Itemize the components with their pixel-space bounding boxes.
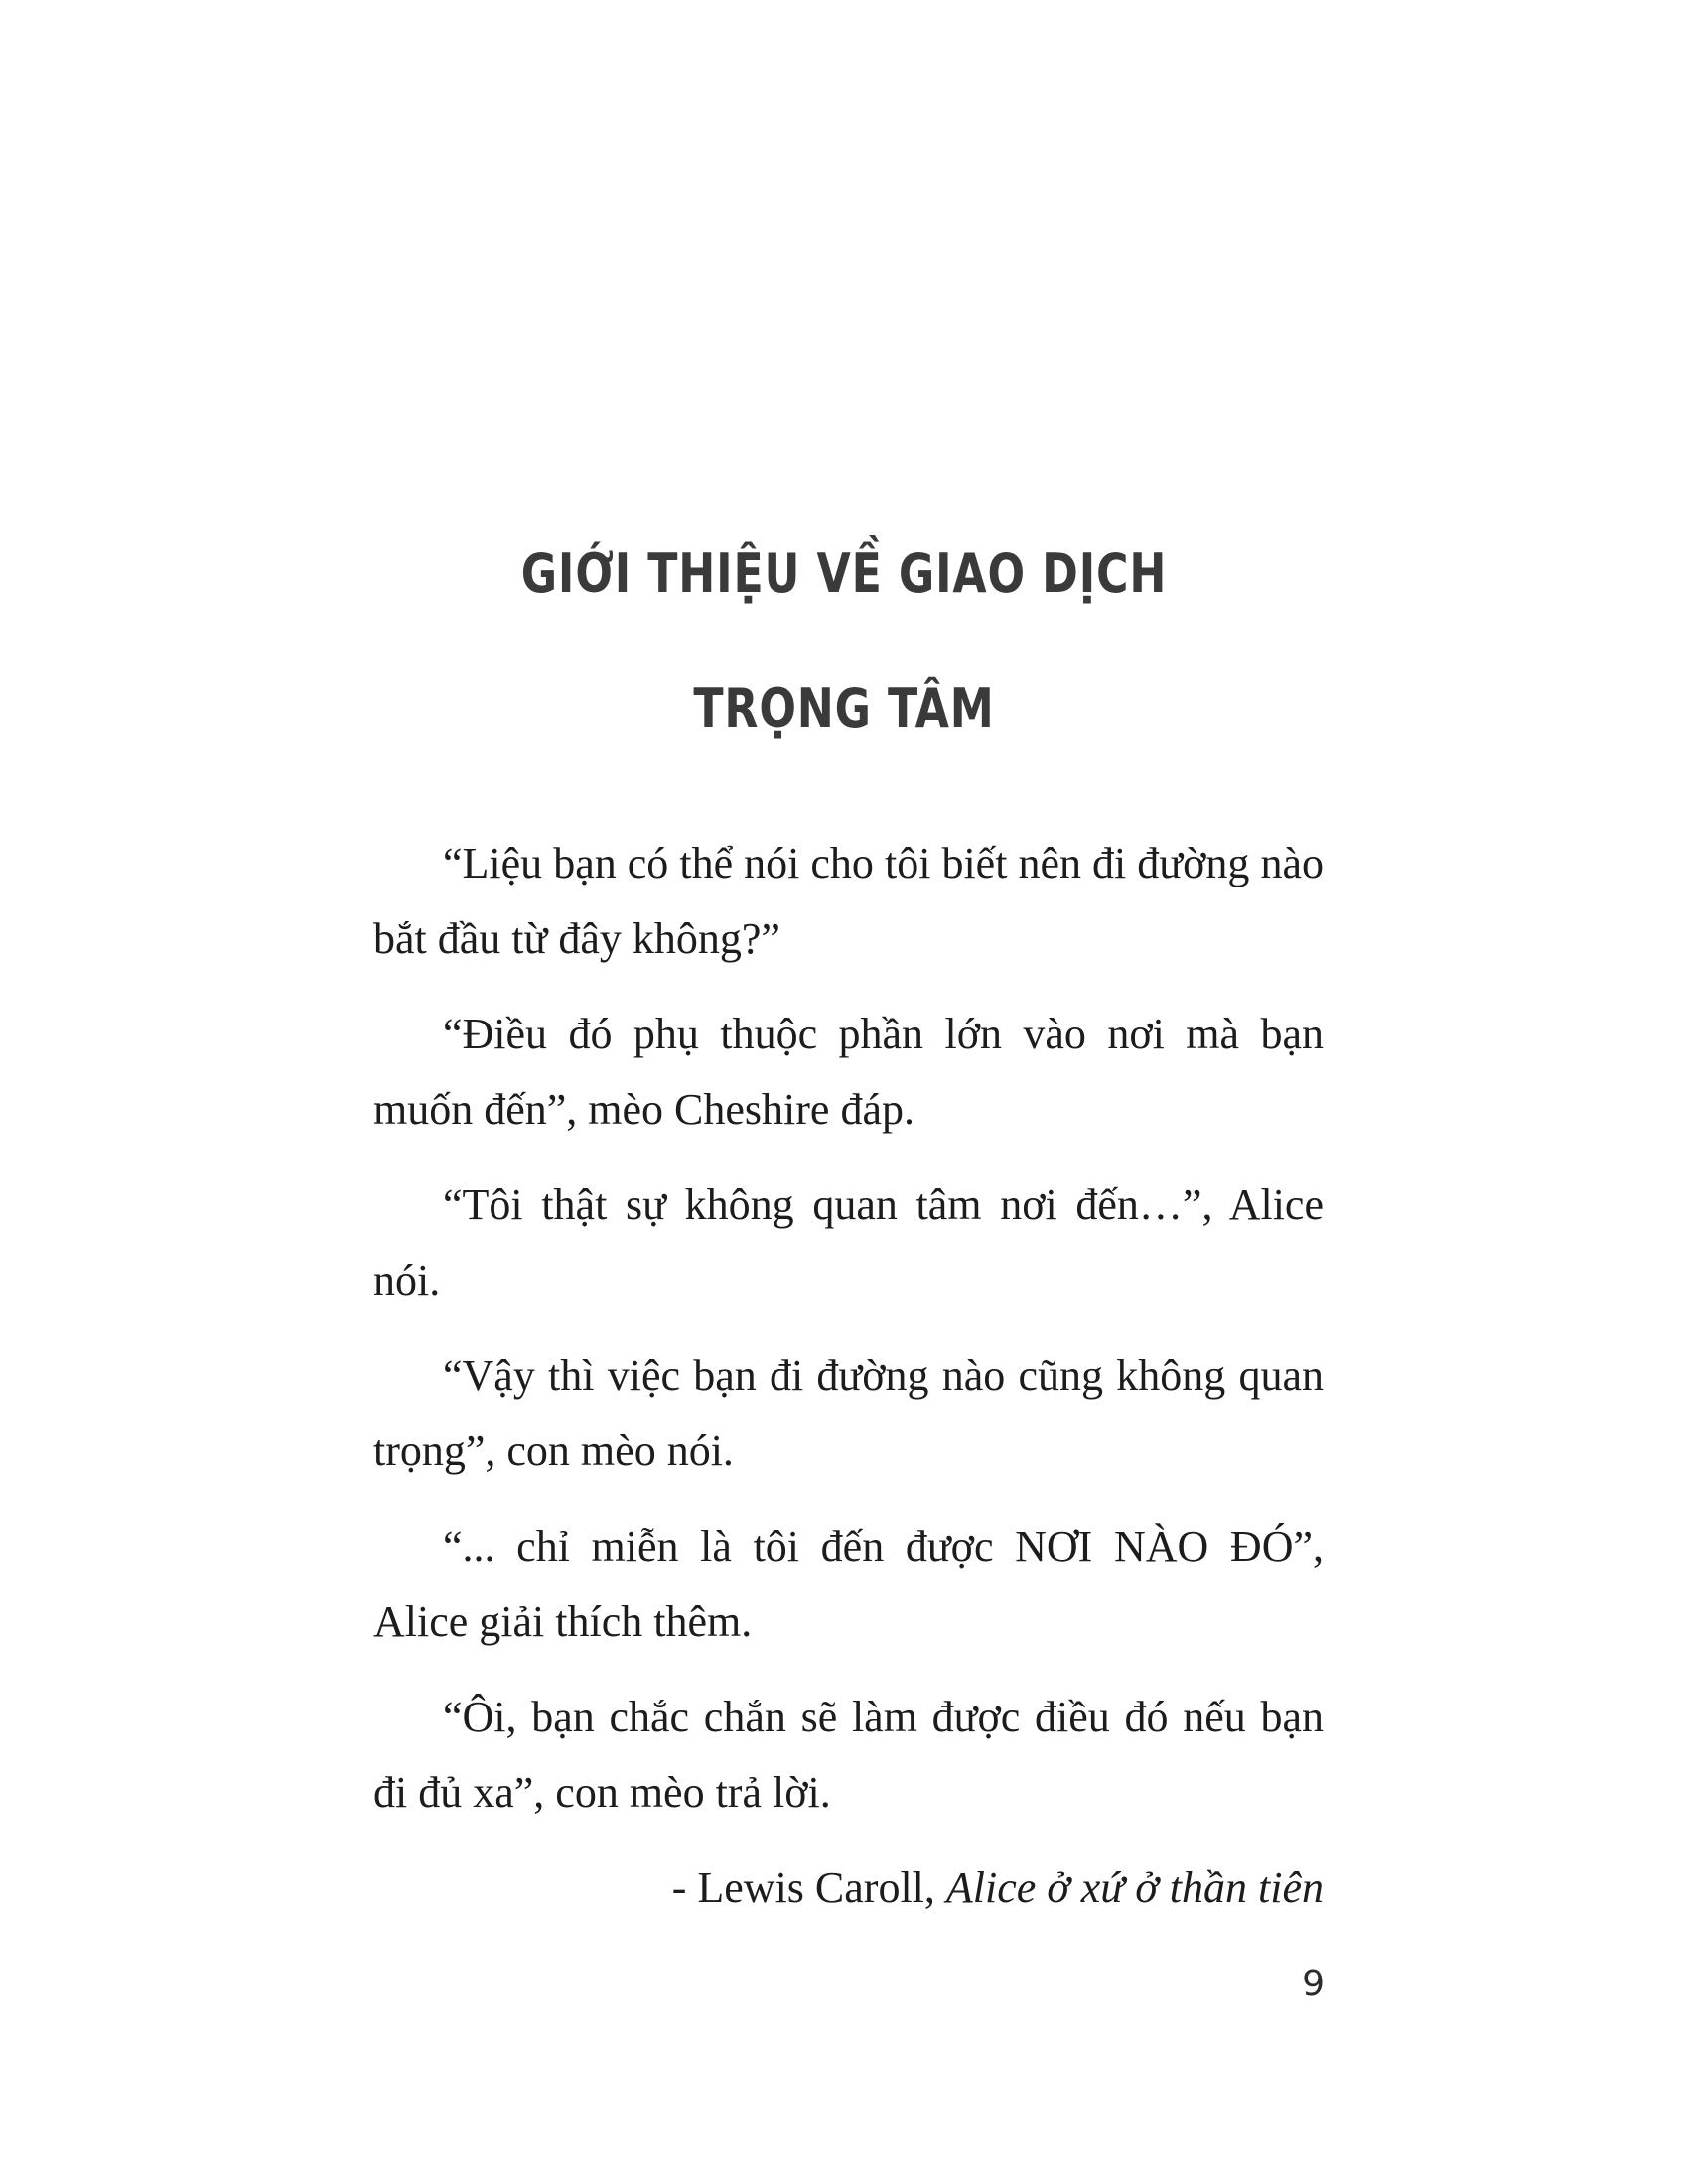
page-number: 9 — [1302, 1964, 1325, 2004]
chapter-title-line-2: TRỌNG TÂM — [693, 677, 995, 740]
dialogue-paragraph-4: “Vậy thì việc bạn đi đường nào cũng không quan trọng”, con mèo nói. — [373, 1351, 1324, 1475]
dialogue-paragraph-1: “Liệu bạn có thể nói cho tôi biết nên đi đường nào bắt đầu từ đây không?” — [373, 839, 1324, 963]
chapter-title — [152, 506, 1536, 776]
quote-attribution — [373, 1850, 1324, 1926]
attribution-author: - Lewis Caroll, — [671, 1863, 946, 1912]
dialogue-paragraph-2: “Điều đó phụ thuộc phần lớn vào nơi mà bạn muốn đến”, mèo Cheshire đáp. — [373, 1010, 1324, 1134]
dialogue-paragraph-5: “... chỉ miễn là tôi đến được NƠI NÀO ĐÓ”, Alice giải thích thêm. — [373, 1522, 1324, 1646]
chapter-title-line-1: GIỚI THIỆU VỀ GIAO DỊCH — [520, 542, 1168, 605]
attribution-work-title: Alice ở xứ ở thần tiên — [945, 1863, 1324, 1912]
dialogue-paragraph-3: “Tôi thật sự không quan tâm nơi đến…”, Alice nói. — [373, 1180, 1324, 1304]
epigraph-text — [373, 826, 1324, 1926]
dialogue-paragraph-6: “Ôi, bạn chắc chắn sẽ làm được điều đó nếu bạn đi đủ xa”, con mèo trả lời. — [373, 1693, 1324, 1817]
